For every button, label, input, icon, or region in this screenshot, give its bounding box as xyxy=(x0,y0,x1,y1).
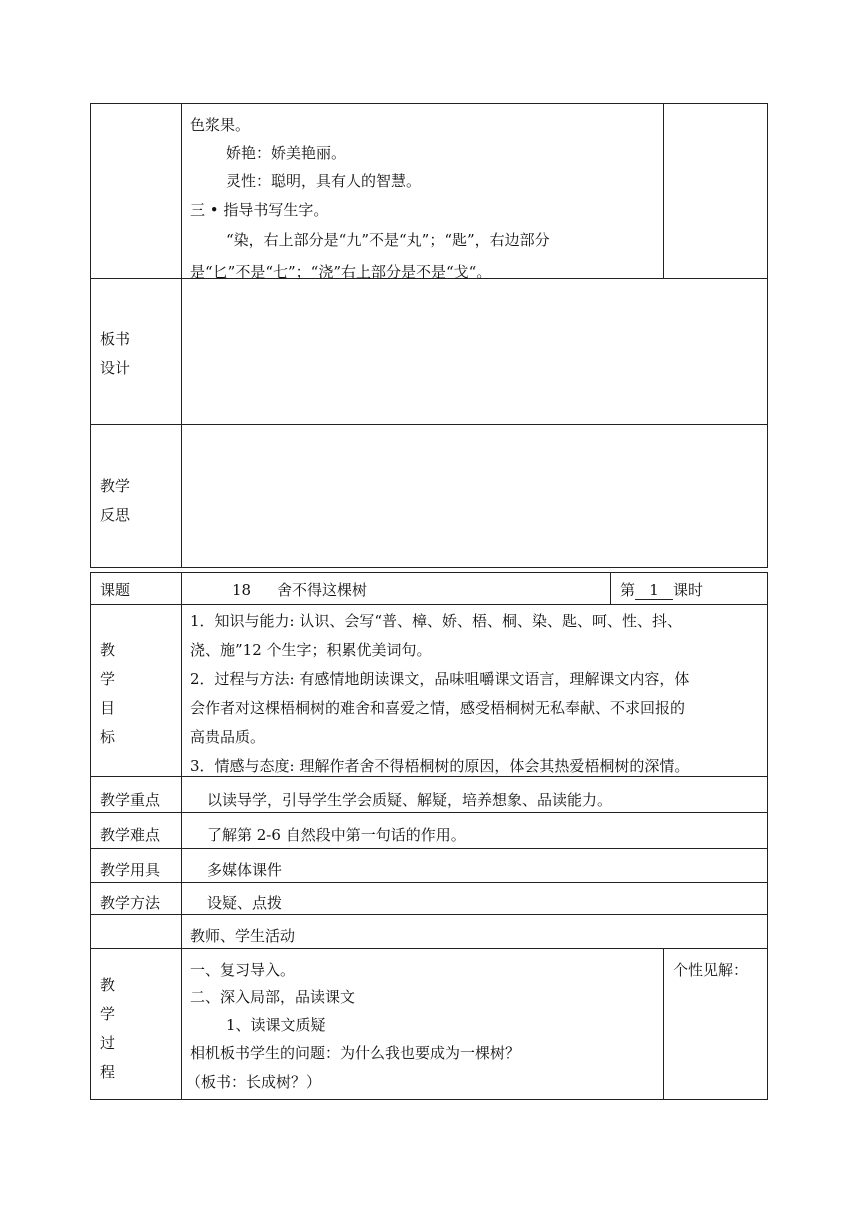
lesson-label: 课题 xyxy=(100,581,131,599)
objective-line: 2．过程与方法: 有感情地朗读课文，品味咀嚼课文语言，理解课文内容，体 xyxy=(190,670,690,688)
reflection-label: 教学 xyxy=(100,477,131,495)
text-line: 色浆果。 xyxy=(190,116,251,134)
upper-table-row-line xyxy=(90,424,768,425)
lesson-table-divider-period xyxy=(610,572,611,604)
period-value: 1 xyxy=(635,581,673,600)
upper-table xyxy=(90,103,768,568)
difficulty-value: 了解第 2-6 自然段中第一句话的作用。 xyxy=(207,826,466,844)
process-label-char: 学 xyxy=(100,1005,116,1023)
process-line: 二、深入局部，品读课文 xyxy=(190,988,356,1006)
objectives-label-char: 标 xyxy=(100,728,116,746)
lesson-table-row-line xyxy=(90,914,768,915)
process-line: 一、复习导入。 xyxy=(190,961,296,979)
board-design-label: 设计 xyxy=(100,359,131,377)
objective-line: 浇、施”12 个生字；积累优美词句。 xyxy=(190,641,432,659)
objectives-label-char: 目 xyxy=(100,699,116,717)
process-line: 1、读课文质疑 xyxy=(226,1016,326,1034)
text-line: 灵性：聪明，具有人的智慧。 xyxy=(226,172,422,190)
upper-table-divider-left xyxy=(181,103,182,568)
lesson-table-row-line xyxy=(90,882,768,883)
text-line: 娇艳：娇美艳丽。 xyxy=(226,144,347,162)
objective-line: 会作者对这棵梧桐树的难舍和喜爱之情，感受梧桐树无私奉献、不求回报的 xyxy=(190,699,686,717)
process-label-char: 教 xyxy=(100,976,116,994)
tools-value: 多媒体课件 xyxy=(207,861,283,879)
lesson-table-row-line xyxy=(90,812,768,813)
upper-table-divider-right xyxy=(663,103,664,278)
objectives-label-char: 教 xyxy=(100,641,116,659)
board-design-label: 板书 xyxy=(100,330,131,348)
activity-header: 教师、学生活动 xyxy=(190,927,296,945)
objectives-label-char: 学 xyxy=(100,670,116,688)
lesson-table-divider-notes xyxy=(663,948,664,1100)
difficulty-label: 教学难点 xyxy=(100,826,161,844)
lesson-table-row-line xyxy=(90,848,768,849)
period-suffix: 课时 xyxy=(673,581,704,599)
text-line: 三 • 指导书写生字。 xyxy=(190,201,329,219)
method-label: 教学方法 xyxy=(100,894,161,912)
period-prefix: 第 xyxy=(620,581,636,599)
lesson-table-row-line xyxy=(90,604,768,605)
reflection-label: 反思 xyxy=(100,506,131,524)
text-line: 是“匕”不是“七”；“浇”右上部分是不是“戈“。 xyxy=(190,263,492,281)
process-line: （板书：长成树？） xyxy=(186,1073,322,1091)
lesson-number: 18 xyxy=(232,581,252,599)
process-label-char: 程 xyxy=(100,1063,116,1081)
lesson-period xyxy=(620,580,703,600)
lesson-table-row-line xyxy=(90,948,768,949)
notes-label: 个性见解： xyxy=(673,961,749,979)
lesson-table-row-line xyxy=(90,776,768,777)
key-point-value: 以读导学，引导学生学会质疑、解疑，培养想象、品读能力。 xyxy=(207,791,613,809)
objective-line: 3．情感与态度: 理解作者舍不得梧桐树的原因，体会其热爱梧桐树的深情。 xyxy=(190,757,690,775)
tools-label: 教学用具 xyxy=(100,861,161,879)
objective-line: 高贵品质。 xyxy=(190,728,266,746)
key-point-label: 教学重点 xyxy=(100,791,161,809)
objective-line: 1．知识与能力: 认识、会写“普、樟、娇、梧、桐、染、匙、呵、性、抖、 xyxy=(190,612,683,630)
text-line: “染，右上部分是“九”不是“丸”；“匙”，右边部分 xyxy=(226,231,550,249)
method-value: 设疑、点拨 xyxy=(207,894,283,912)
lesson-table-divider-left xyxy=(181,572,182,1100)
lesson-title: 舍不得这棵树 xyxy=(277,581,368,599)
process-label-char: 过 xyxy=(100,1034,116,1052)
process-line: 相机板书学生的问题：为什么我也要成为一棵树？ xyxy=(190,1044,521,1062)
